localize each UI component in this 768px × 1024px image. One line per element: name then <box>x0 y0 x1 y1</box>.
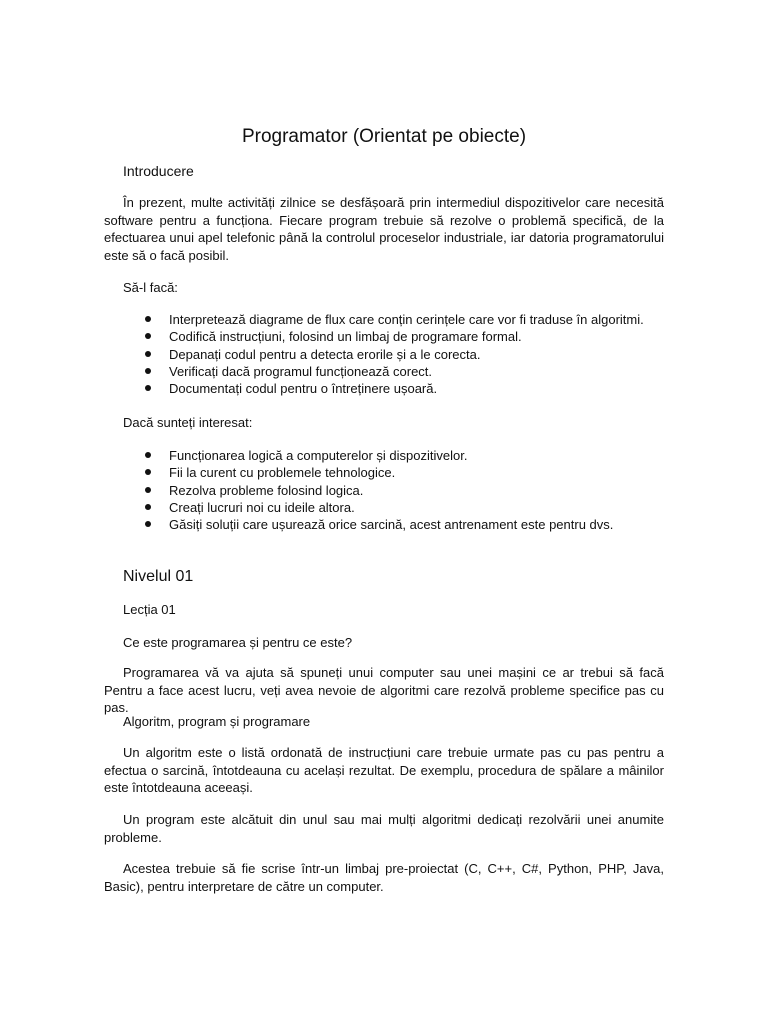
list-item <box>141 346 644 363</box>
programming-paragraph: Programarea vă va ajuta să spuneți unui computer sau unei mașini ce ar trebui să facă Pentru a face acest lucru, veți avea nevoie de algoritmi care rezolvă probleme specifice pas cu pas. <box>104 665 664 715</box>
interest-text: Creați lucruri noi cu ideile altora. <box>169 499 355 515</box>
task-text: Depanați codul pentru a detecta erorile și a le corecta. <box>169 346 481 362</box>
section-question: Ce este programarea și pentru ce este? <box>123 635 353 650</box>
language-paragraph: Acestea trebuie să fie scrise într-un limbaj pre-proiectat (C, C++, C#, Python, PHP, Java, Basic), pentru interpretare de către un computer. <box>104 861 664 894</box>
list-item <box>141 311 644 328</box>
task-text: Interpretează diagrame de flux care conțin cerințele care vor fi traduse în algoritmi. <box>169 312 644 327</box>
bullet-icon <box>145 521 151 527</box>
tasks-label: Să-l facă: <box>123 280 178 295</box>
bullet-icon <box>145 316 151 322</box>
interest-text: Rezolva probleme folosind logica. <box>169 482 364 498</box>
interest-text: Găsiți soluții care ușurează orice sarcină, acest antrenament este pentru dvs. <box>169 517 614 533</box>
bullet-icon <box>145 368 151 374</box>
interests-list <box>141 447 613 533</box>
list-item <box>141 516 613 533</box>
task-text: Verificați dacă programul funcționează corect. <box>169 363 433 379</box>
list-item <box>141 447 613 464</box>
program-paragraph: Un program este alcătuit din unul sau mai mulți algoritmi dedicați rezolvării unei anumite probleme. <box>104 812 664 845</box>
bullet-icon <box>145 469 151 475</box>
list-item <box>141 499 613 516</box>
algo-paragraph: Un algoritm este o listă ordonată de instrucțiuni care trebuie urmate pas cu pas pentru a efectua o sarcină, întotdeauna cu același rezultat. De exemplu, procedura de spălare a mâinilor este întotdeauna aceeași. <box>104 745 664 795</box>
intro-paragraph: În prezent, multe activități zilnice se desfășoară prin intermediul dispozitivelor care necesită software pentru a funcționa. Fiecare program trebuie să rezolve o problemă specifică, de la efectuarea unui apel telefonic până la controlul proceselor industriale, iar datoria programatorului este să o facă posibil. <box>104 195 664 263</box>
task-text: Codifică instrucțiuni, folosind un limbaj de programare formal. <box>169 329 522 345</box>
intro-heading: Introducere <box>123 163 194 179</box>
algo-heading: Algoritm, program și programare <box>123 714 311 729</box>
bullet-icon <box>145 385 151 391</box>
task-text: Documentați codul pentru o întreținere ușoară. <box>169 381 438 397</box>
tasks-list <box>141 311 644 397</box>
bullet-icon <box>145 487 151 493</box>
bullet-icon <box>145 504 151 510</box>
bullet-icon <box>145 452 151 458</box>
list-item <box>141 380 644 397</box>
list-item <box>141 482 613 499</box>
list-item <box>141 328 644 345</box>
level-heading: Nivelul 01 <box>123 568 194 585</box>
interest-text: Fii la curent cu problemele tehnologice. <box>169 465 396 481</box>
list-item <box>141 363 644 380</box>
bullet-icon <box>145 333 151 339</box>
page-title: Programator (Orientat pe obiecte) <box>241 126 527 147</box>
list-item <box>141 464 613 481</box>
lesson-label: Lecția 01 <box>123 602 176 617</box>
interest-text: Funcționarea logică a computerelor și dispozitivelor. <box>169 448 468 463</box>
bullet-icon <box>145 351 151 357</box>
interest-label: Dacă sunteți interesat: <box>123 415 253 430</box>
